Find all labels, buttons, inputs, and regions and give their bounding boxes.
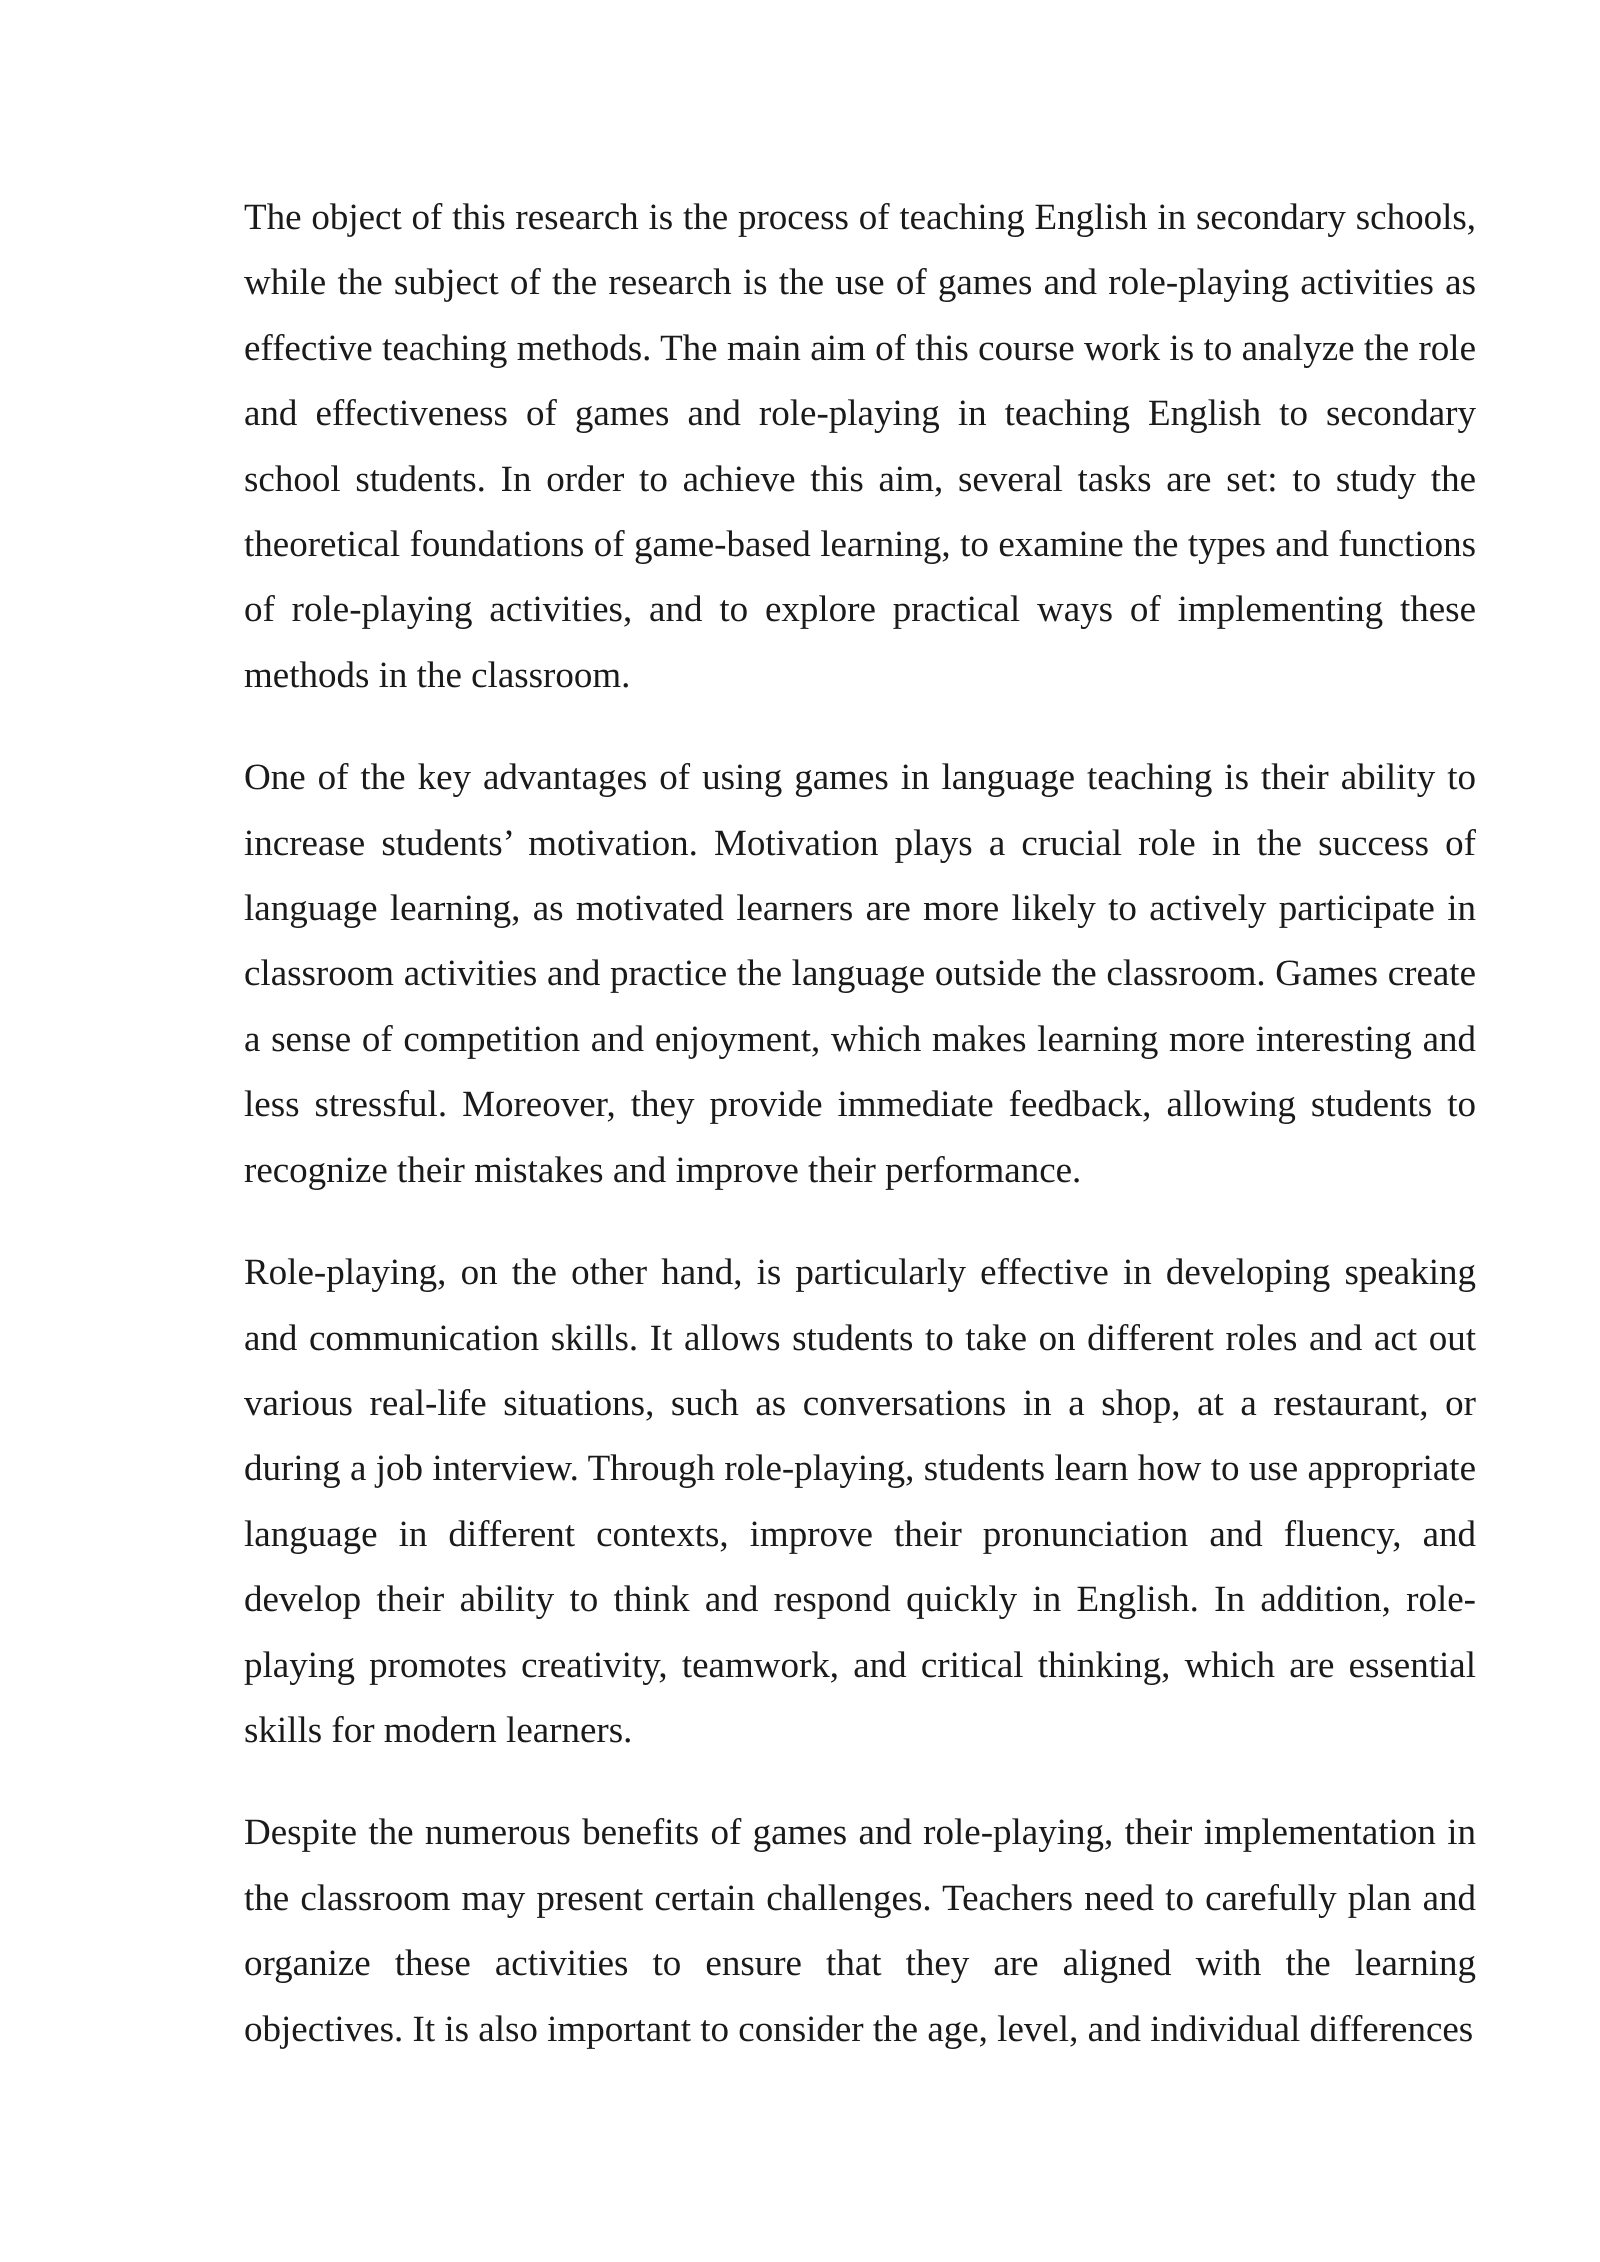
paragraph-object-and-aim: The object of this research is the process of teaching English in secondary schools, while the subject of the research is the use of games and role-playing activities as effective teaching methods. The main aim of this course work is to analyze the role and effectiveness of games and role-playing in teaching English to secondary school students. In order to achieve this aim, several tasks are set: to study the theoretical foundations of game-based learning, to examine the types and functions of role-playing activities, and to explore practical ways of implementing these methods in the classroom.	[244, 197, 1476, 696]
paragraph-implementation-challenges: Despite the numerous benefits of games and role-playing, their implementation in the classroom may present certain challenges. Teachers need to carefully plan and organize these activities to ensure that they are aligned with the learning objectives. It is also important to consider the age, level, and individual differences	[244, 1812, 1476, 2050]
document-body	[244, 185, 1476, 2062]
paragraph-role-playing-skills: Role-playing, on the other hand, is particularly effective in developing speaking and communication skills. It allows students to take on different roles and act out various real-life situations, such as conversations in a shop, at a restaurant, or during a job interview. Through role-playing, students learn how to use appropriate language in different contexts, improve their pronunciation and fluency, and develop their ability to think and respond quickly in English. In addition, role-playing promotes creativity, teamwork, and critical thinking, which are essential skills for modern learners.	[244, 1252, 1476, 1751]
paragraph-games-motivation: One of the key advantages of using games in language teaching is their ability to increase students’ motivation. Motivation plays a crucial role in the success of language learning, as motivated learners are more likely to actively participate in classroom activities and practice the language outside the classroom. Games create a sense of competition and enjoyment, which makes learning more interesting and less stressful. Moreover, they provide immediate feedback, allowing students to recognize their mistakes and improve their performance.	[244, 757, 1476, 1191]
